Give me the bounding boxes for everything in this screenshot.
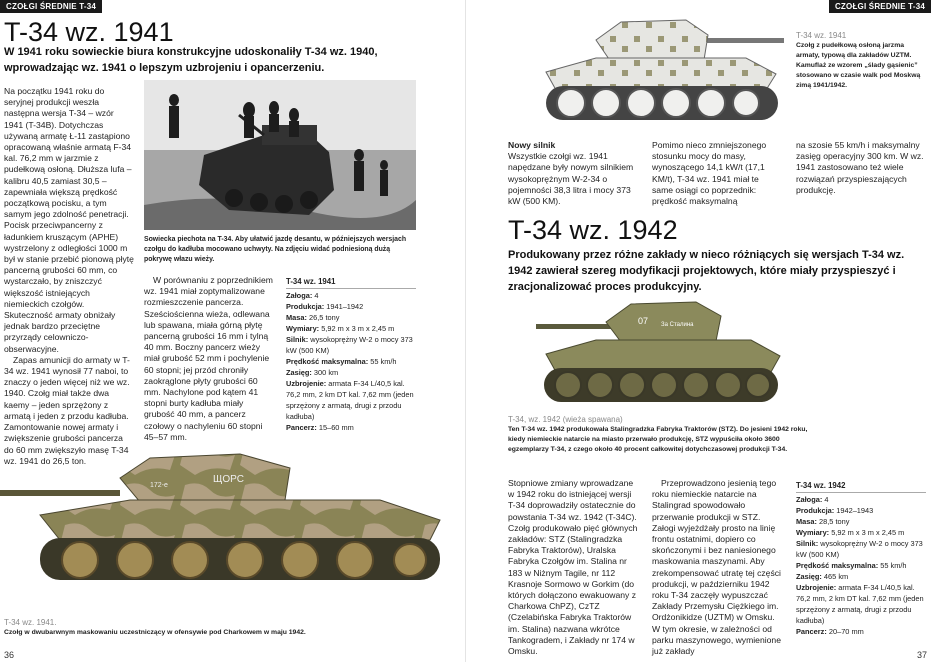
spec-value: 15–60 mm [316, 423, 354, 432]
body-paragraph: Na początku 1941 roku do seryjnej produkcji weszła następna wersja T-34 – wzór 1941 (T-34B). Dotychczas używaną armatę Ł-11 zastąpiono opracowaną właśnie armatą F-34 kal. 76,2 mm w jarzmie z pudełkową osłoną. Dłuższa lufa – kalibru 40,5 zamiast 30,5 – zapewniała większą prędkość początkową pocisku, a tym samym jego zdolność penetracji. Pocisk przeciwpancerny z ładunkiem kruszącym (APHE) wystrzelony z odległości 1000 m był w stanie przebić pionową płytę pancerną grubości 60 mm, co wystarczało, by zniszczyć większość istniejących niemieckich czołgów. Skuteczność armaty obniżały jednak bardzo przeciętne przyrządy celowniczo-obserwacyjne. [4, 86, 134, 354]
spec-row [796, 527, 926, 538]
spec-value: 1941–1942 [324, 302, 364, 311]
spec-value: 26,5 tony [306, 313, 340, 322]
spec-key: Wymiary: [286, 324, 320, 333]
historical-photo [144, 80, 416, 230]
spec-key: Prędkość maksymalna: [286, 357, 369, 366]
spec-key: Załoga: [286, 291, 313, 300]
spec-row [796, 505, 926, 516]
spec-row [286, 422, 416, 433]
lead-paragraph: W 1941 roku sowieckie biura konstrukcyjne udoskonaliły T-34 wz. 1940, wprowadzając wz. 1941 o lepszym uzbrojeniu i opancerzeniu. [4, 46, 378, 74]
spec-value: 55 km/h [878, 561, 907, 570]
spec-row [796, 571, 926, 582]
spec-value: armata F-34 L/40,5 kal. 76,2 mm, 2 km DT kal. 7,62 mm (jeden sprzężony z armatą, drugi z przodu kadłuba) [796, 583, 924, 625]
engine-column-2: Pomimo nieco zmniejszonego stosunku mocy do masy, wynoszącego 14,1 kW/t (17,1 KM/t), T-34 wz. 1941 miał te same osiągi co poprzednik: prędkość maksymalną [652, 140, 767, 207]
tank-caption-1941: T-34 wz. 1941. Czołg w dwubarwnym maskowaniu uczestniczący w ofensywie pod Charkowem w maju 1942. [4, 618, 306, 636]
body-column-1942-2: Przeprowadzono jesienią tego roku niemieckie natarcie na Stalingrad spowodowało przerwanie produkcji w STZ. Załogi wyjeżdżały prosto na linię frontu ostatnimi, dopiero co skończonymi i bez naniesionego maskowania maszynami. Aby zrekompensować utratę tej części produkcji, w październiku 1942 roku T-34 zaczęły wypuszczać Zakłady Przemysłu Ciężkiego im. Ordżonikidze (UZTM) w Omsku. W tym okresie, w zależności od parku maszynowego, wymienione już zakłady [652, 478, 781, 657]
spec-row [796, 538, 926, 560]
photo-caption: Sowiecka piechota na T-34. Aby ułatwić jazdę desantu, w późniejszych wersjach czołgu do kadłuba mocowano uchwyty. Na zdjęciu widać podniesioną dużą pokrywę włazu wieży. [144, 236, 407, 263]
section-header-tag: CZOŁGI ŚREDNIE T-34 [0, 0, 102, 13]
engine-column-3: na szosie 55 km/h i maksymalny zasięg operacyjny 300 km. W wz. 1941 zastosowano też wiele rozwiązań przyspieszających produkcję. [796, 140, 924, 195]
spec-key: Pancerz: [286, 423, 317, 432]
body-paragraph: Zapas amunicji do armaty w T-34 wz. 1941 wynosił 77 naboi, to znaczy o jeden więcej niż we wz. 1940. Czołg miał także dwa kaemy – jeden sprzężony z armatą i jeden z przodu kadłuba. Zamontowanie nowej armaty i zwiększenie grubości pancerza do 60 mm zwiększyło masę T-34 wz. 1941 do 26,5 ton. [4, 354, 130, 466]
page-number: 36 [4, 650, 15, 660]
spec-row [286, 334, 416, 356]
spec-row [286, 312, 416, 323]
spec-key: Masa: [286, 313, 307, 322]
spec-key: Produkcja: [286, 302, 325, 311]
spec-row [286, 323, 416, 334]
spec-rows [796, 494, 926, 637]
left-page [0, 0, 465, 662]
lead-paragraph-1942: Produkowany przez różne zakłady w nieco różniących się wersjach T-34 wz. 1942 zawierał szereg modyfikacji projektowych, które miały przyspieszyć i zracjonalizować proces produkcyjny. [508, 249, 905, 293]
tank-illustration-1942 [536, 296, 786, 406]
tank-illustration-1941-white [536, 10, 786, 125]
spec-value: wysokoprężny W-2 o mocy 373 kW (500 KM) [796, 539, 923, 559]
spec-row [796, 494, 926, 505]
engine-column-1: Nowy silnik Wszystkie czołgi wz. 1941 napędzane były nowym silnikiem wysokoprężnym W-2-34 o pojemności 38,3 litra i mocy 373 kW (500 KM). [508, 140, 638, 207]
spec-row [286, 378, 416, 422]
tank-caption-1941-top: T-34 wz. 1941 Czołg z pudełkową osłoną jarzma armaty, typową dla zakładów UZTM. Kamuflaż ze wzorem „ślady gąsienic” stosowano w czasie walk pod Moskwą zimą 1941/1942. [796, 31, 921, 89]
spec-row [796, 626, 926, 637]
spec-row [286, 367, 416, 378]
spec-key: Zasięg: [286, 368, 312, 377]
spec-key: Silnik: [286, 335, 309, 344]
spec-value: 1942–1943 [834, 506, 874, 515]
body-column-1942-1: Stopniowe zmiany wprowadzane w 1942 roku do istniejącej wersji T-34 doprowadziły ostatecznie do powstania T-34 wz. 1942 (T-34C). Czołg produkowało pięć głównych zakładów: STZ (Stalingradzka Fabryka Traktorów), Uralska Fabryka Czołgów im. Stalina nr 183 w Niżnym Tagile, nr 112 Krasnoje Sormowo w Gorkim (do których dołączono ewakuowany z Charkowa ChPZ), CzTZ (Czelabińska Fabryka Traktorów im. Stalina) nazwana wkrótce Tankogradem, i Zakłady nr 174 w Omsku. [508, 478, 638, 657]
spec-key: Zasięg: [796, 572, 822, 581]
spec-row [796, 516, 926, 527]
body-column-2 [144, 275, 274, 443]
spec-key: Załoga: [796, 495, 823, 504]
spec-value: 300 km [311, 368, 339, 377]
tank-number-text: 172-е [150, 482, 168, 489]
spec-title: T-34 wz. 1941 [286, 276, 416, 289]
spec-value: 5,92 m x 3 m x 2,45 m [319, 324, 395, 333]
spec-key: Masa: [796, 517, 817, 526]
spec-row [796, 560, 926, 571]
page-title: T-34 wz. 1941 [4, 17, 174, 47]
spec-row [286, 301, 416, 312]
spec-key: Wymiary: [796, 528, 830, 537]
spec-value: 5,92 m x 3 m x 2,45 m [829, 528, 905, 537]
spec-value: 4 [822, 495, 829, 504]
spec-value: 28,5 tony [816, 517, 850, 526]
tank-number: 07 [638, 316, 649, 326]
turret-slogan-1942: За Сталина [661, 322, 694, 328]
spec-key: Prędkość maksymalna: [796, 561, 879, 570]
spec-row [796, 582, 926, 626]
spec-table-1941 [286, 276, 416, 433]
spec-value: 20–70 mm [826, 627, 864, 636]
subsection-heading: Nowy silnik [508, 140, 556, 150]
spec-value: 55 km/h [368, 357, 397, 366]
spec-key: Produkcja: [796, 506, 835, 515]
spec-value: wysokoprężny W-2 o mocy 373 kW (500 KM) [286, 335, 413, 355]
spec-key: Silnik: [796, 539, 819, 548]
spec-value: armata F-34 L/40,5 kal. 76,2 mm, 2 km DT kal. 7,62 mm (jeden sprzężony z armatą, drugi z przodu kadłuba) [286, 379, 414, 421]
spec-key: Uzbrojenie: [796, 583, 837, 592]
spec-row [286, 290, 416, 301]
right-page [466, 0, 931, 662]
body-paragraph: W porównaniu z poprzednikiem wz. 1941 miał zoptymalizowane rozmieszczenie pancerza. Sześciościenna wieża, odlewana lub spawana, miała górną płytę pancerną grubości 16 mm i tylną 40 mm. Boczny pancerz wieży miał grubość 52 mm i pochylenie 60 stopni; jej przód chroniły zaokrąglone płyty grubości 60 mm. Nachylone pod kątem 41 stopni burty kadłuba miały grubość 40 mm, a pancerz czołowy o nachyleniu 60 stopni 45–57 mm. [144, 275, 273, 442]
spec-title: T-34 wz. 1942 [796, 480, 926, 493]
section-header-tag: CZOŁGI ŚREDNIE T-34 [829, 0, 931, 13]
tank-caption-1942: T-34, wz. 1942 (wieża spawana) Ten T-34 wz. 1942 produkowała Stalingradzka Fabryka Traktorów (STZ). Do jesieni 1942 roku, kiedy niemieckie natarcie na miasto przerwało produkcję, STZ wypuściła około 3600 egzemplarzy T-34, z czego około 40 procent całkowitej dotychczasowej produkcji T-34. [508, 415, 808, 453]
spec-table-1942 [796, 480, 926, 637]
section-title-1942: T-34 wz. 1942 [508, 215, 678, 245]
turret-slogan: ЩОРС [213, 474, 244, 485]
spec-value: 465 km [821, 572, 849, 581]
tank-illustration-1941 [0, 440, 465, 590]
spec-key: Uzbrojenie: [286, 379, 327, 388]
spec-value: 4 [312, 291, 319, 300]
spec-rows [286, 290, 416, 433]
body-column-1 [4, 86, 134, 467]
spec-key: Pancerz: [796, 627, 827, 636]
spec-row [286, 356, 416, 367]
page-number: 37 [916, 650, 927, 660]
